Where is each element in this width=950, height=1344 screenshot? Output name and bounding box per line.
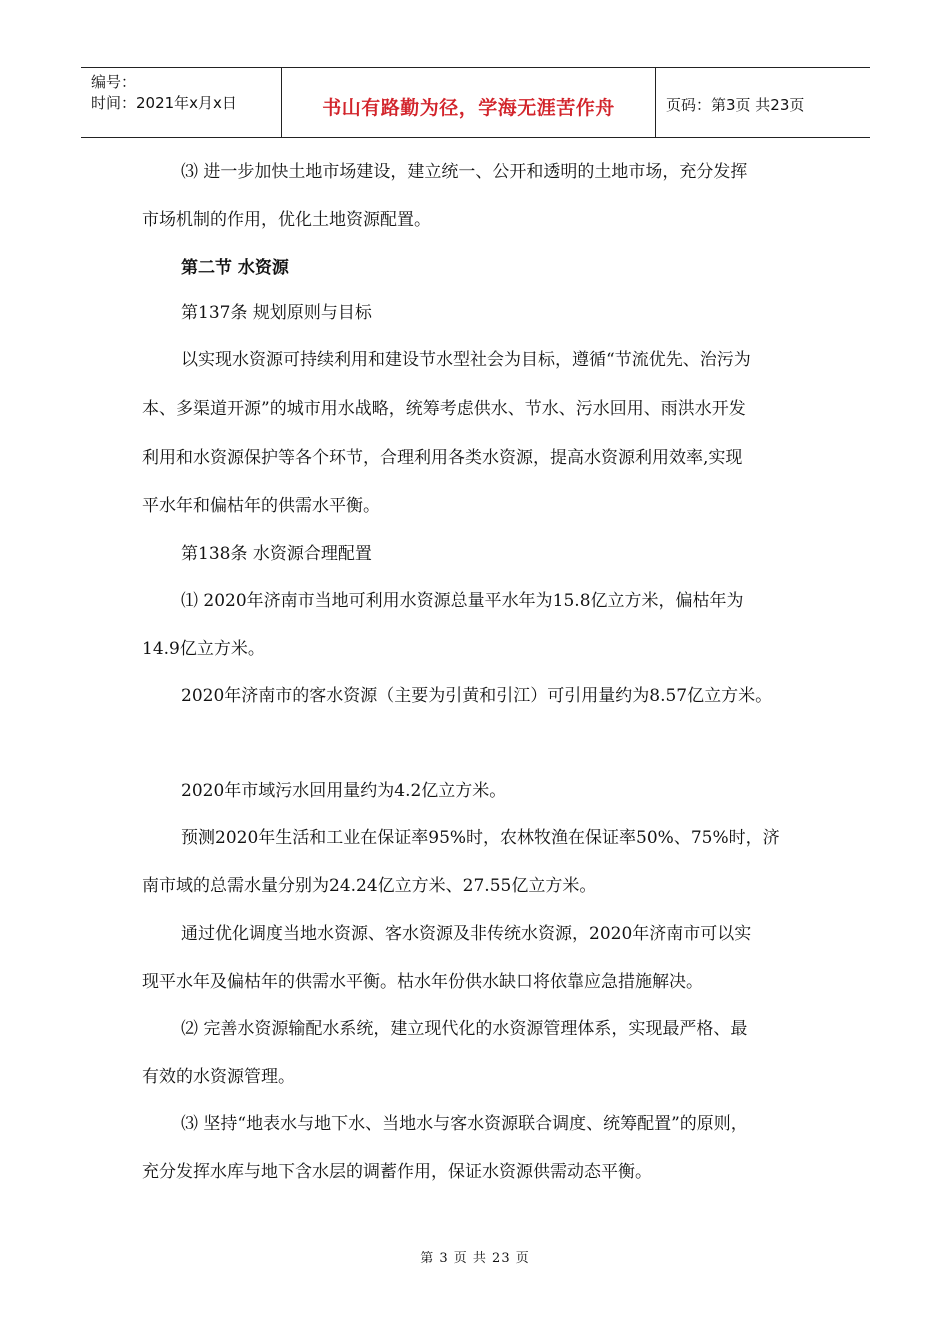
paragraph-line: 南市域的总需水量分别为24.24亿立方米、27.55亿立方米。 (142, 876, 597, 896)
paragraph-line: ⑴ 2020年济南市当地可利用水资源总量平水年为15.8亿立方米，偏枯年为 (181, 591, 744, 611)
header-motto-cell (282, 68, 656, 137)
paragraph-line: 本、多渠道开源”的城市用水战略，统筹考虑供水、节水、污水回用、雨洪水开发 (142, 399, 746, 419)
motto: 书山有路勤为径，学海无涯苦作舟 (322, 97, 615, 119)
time-label: 时间：2021年x月x日 (91, 94, 237, 112)
paragraph-line: 预测2020年生活和工业在保证率95%时，农林牧渔在保证率50%、75%时，济 (181, 828, 780, 848)
paragraph-line: 2020年市域污水回用量约为4.2亿立方米。 (181, 781, 507, 801)
header-page (656, 68, 870, 137)
paragraph-line: 充分发挥水库与地下含水层的调蓄作用，保证水资源供需动态平衡。 (142, 1162, 652, 1182)
page-header (81, 67, 870, 138)
paragraph-line: 14.9亿立方米。 (142, 639, 265, 659)
paragraph-line: 市场机制的作用，优化土地资源配置。 (142, 210, 431, 230)
section-heading: 第二节 水资源 (181, 258, 289, 278)
paragraph-line: 通过优化调度当地水资源、客水资源及非传统水资源，2020年济南市可以实 (181, 924, 752, 944)
page-label: 页码：第3页 共23页 (666, 96, 805, 114)
paragraph-line: 2020年济南市的客水资源（主要为引黄和引江）可引用量约为8.57亿立方米。 (181, 686, 773, 706)
number-label: 编号： (91, 73, 137, 91)
paragraph-line: 现平水年及偏枯年的供需水平衡。枯水年份供水缺口将依靠应急措施解决。 (142, 972, 703, 992)
article-heading: 第138条 水资源合理配置 (181, 544, 372, 564)
paragraph-line: ⑶ 进一步加快土地市场建设，建立统一、公开和透明的土地市场，充分发挥 (181, 162, 748, 182)
header-meta (81, 68, 282, 137)
paragraph-line: ⑵ 完善水资源输配水系统，建立现代化的水资源管理体系，实现最严格、最 (181, 1019, 748, 1039)
paragraph-line: 以实现水资源可持续利用和建设节水型社会为目标，遵循“节流优先、治污为 (181, 350, 751, 370)
article-heading: 第137条 规划原则与目标 (181, 303, 372, 323)
paragraph-line: ⑶ 坚持“地表水与地下水、当地水与客水资源联合调度、统筹配置”的原则， (181, 1114, 748, 1134)
paragraph-line: 利用和水资源保护等各个环节，合理利用各类水资源，提高水资源利用效率,实现 (142, 448, 743, 468)
page-footer: 第 3 页 共 23 页 (420, 1251, 530, 1266)
paragraph-line: 有效的水资源管理。 (142, 1067, 295, 1087)
paragraph-line: 平水年和偏枯年的供需水平衡。 (142, 496, 380, 516)
